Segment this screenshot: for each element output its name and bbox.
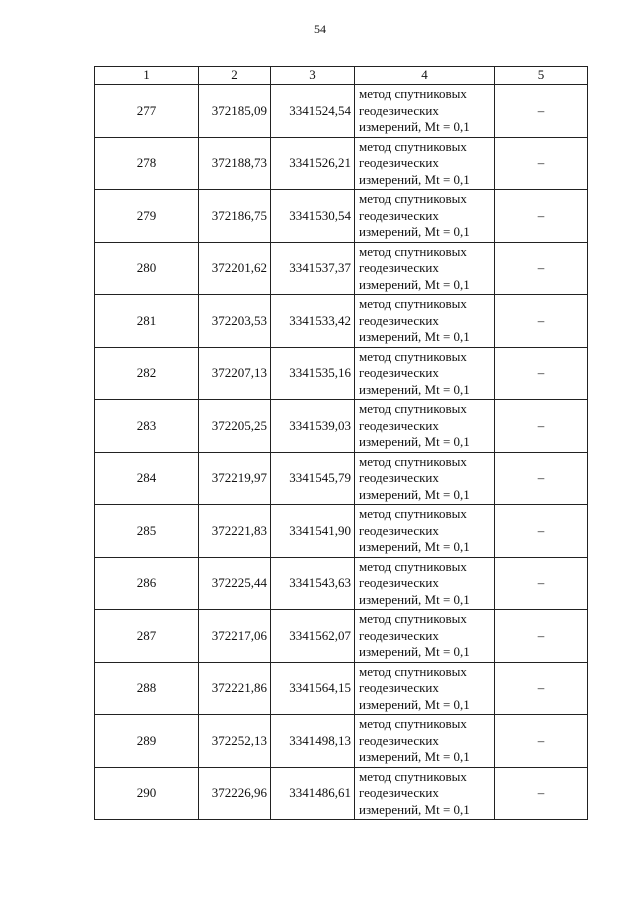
table-row xyxy=(95,505,588,558)
table-header-row xyxy=(95,67,588,85)
y-coordinate-cell: 3341539,03 xyxy=(271,400,355,453)
column-header-4: 4 xyxy=(355,67,495,85)
note-cell: – xyxy=(495,452,588,505)
method-line: метод спутниковых xyxy=(359,663,467,679)
method-line: измерений, Mt = 0,1 xyxy=(359,539,470,554)
method-cell xyxy=(355,85,495,138)
table-row xyxy=(95,137,588,190)
note-cell: – xyxy=(495,505,588,558)
method-line: измерений, Mt = 0,1 xyxy=(359,224,470,239)
table-row xyxy=(95,610,588,663)
y-coordinate-cell: 3341537,37 xyxy=(271,242,355,295)
column-header-3: 3 xyxy=(271,67,355,85)
method-cell xyxy=(355,242,495,295)
method-line: метод спутниковых xyxy=(359,138,467,154)
y-coordinate-cell: 3341564,15 xyxy=(271,662,355,715)
point-number-cell: 277 xyxy=(95,85,199,138)
table-row xyxy=(95,242,588,295)
method-cell xyxy=(355,347,495,400)
method-line: геодезических xyxy=(359,207,439,223)
method-line: измерений, Mt = 0,1 xyxy=(359,381,470,397)
note-cell: – xyxy=(495,662,588,715)
method-line: измерений, Mt = 0,1 xyxy=(359,591,470,607)
note-cell: – xyxy=(495,715,588,768)
page-number: 54 xyxy=(314,22,326,36)
method-line: геодезических xyxy=(359,155,439,170)
x-coordinate-cell: 372186,75 xyxy=(199,190,271,243)
note-cell: – xyxy=(495,137,588,190)
point-number-cell: 282 xyxy=(95,347,199,400)
method-cell xyxy=(355,452,495,505)
method-line: геодезических xyxy=(359,627,439,643)
method-line: метод спутниковых xyxy=(359,506,467,521)
method-cell xyxy=(355,505,495,558)
x-coordinate-cell: 372201,62 xyxy=(199,242,271,295)
method-cell xyxy=(355,400,495,453)
y-coordinate-cell: 3341535,16 xyxy=(271,347,355,400)
method-line: измерений, Mt = 0,1 xyxy=(359,696,470,712)
point-number-cell: 285 xyxy=(95,505,199,558)
y-coordinate-cell: 3341541,90 xyxy=(271,505,355,558)
method-line: измерений, Mt = 0,1 xyxy=(359,434,470,449)
method-cell xyxy=(355,295,495,348)
column-header-2: 2 xyxy=(199,67,271,85)
method-line: измерений, Mt = 0,1 xyxy=(359,276,470,292)
y-coordinate-cell: 3341533,42 xyxy=(271,295,355,348)
method-cell xyxy=(355,767,495,820)
method-line: измерений, Mt = 0,1 xyxy=(359,801,470,817)
note-cell: – xyxy=(495,295,588,348)
x-coordinate-cell: 372203,53 xyxy=(199,295,271,348)
method-line: геодезических xyxy=(359,522,439,538)
x-coordinate-cell: 372221,83 xyxy=(199,505,271,558)
method-line: метод спутниковых xyxy=(359,348,467,364)
method-line: геодезических xyxy=(359,312,439,328)
method-line: метод спутниковых xyxy=(359,243,467,259)
y-coordinate-cell: 3341526,21 xyxy=(271,137,355,190)
table-row xyxy=(95,85,588,138)
method-line: метод спутниковых xyxy=(359,558,467,574)
table-row xyxy=(95,347,588,400)
method-cell xyxy=(355,137,495,190)
method-line: геодезических xyxy=(359,575,439,590)
x-coordinate-cell: 372252,13 xyxy=(199,715,271,768)
y-coordinate-cell: 3341524,54 xyxy=(271,85,355,138)
table-row xyxy=(95,295,588,348)
method-line: геодезических xyxy=(359,260,439,275)
point-number-cell: 279 xyxy=(95,190,199,243)
point-number-cell: 280 xyxy=(95,242,199,295)
method-line: измерений, Mt = 0,1 xyxy=(359,486,470,502)
x-coordinate-cell: 372217,06 xyxy=(199,610,271,663)
x-coordinate-cell: 372188,73 xyxy=(199,137,271,190)
method-line: метод спутниковых xyxy=(359,453,467,469)
method-cell xyxy=(355,557,495,610)
method-cell xyxy=(355,715,495,768)
column-header-5: 5 xyxy=(495,67,588,85)
note-cell: – xyxy=(495,400,588,453)
method-line: измерений, Mt = 0,1 xyxy=(359,171,470,187)
method-line: геодезических xyxy=(359,417,439,433)
point-number-cell: 287 xyxy=(95,610,199,663)
point-number-cell: 286 xyxy=(95,557,199,610)
table-row xyxy=(95,557,588,610)
x-coordinate-cell: 372226,96 xyxy=(199,767,271,820)
x-coordinate-cell: 372205,25 xyxy=(199,400,271,453)
x-coordinate-cell: 372221,86 xyxy=(199,662,271,715)
y-coordinate-cell: 3341498,13 xyxy=(271,715,355,768)
x-coordinate-cell: 372219,97 xyxy=(199,452,271,505)
point-number-cell: 281 xyxy=(95,295,199,348)
method-line: метод спутниковых xyxy=(359,191,467,206)
table-row xyxy=(95,190,588,243)
note-cell: – xyxy=(495,85,588,138)
table-row xyxy=(95,662,588,715)
column-header-1: 1 xyxy=(95,67,199,85)
note-cell: – xyxy=(495,557,588,610)
note-cell: – xyxy=(495,610,588,663)
x-coordinate-cell: 372185,09 xyxy=(199,85,271,138)
y-coordinate-cell: 3341562,07 xyxy=(271,610,355,663)
x-coordinate-cell: 372207,13 xyxy=(199,347,271,400)
point-number-cell: 288 xyxy=(95,662,199,715)
y-coordinate-cell: 3341543,63 xyxy=(271,557,355,610)
method-line: метод спутниковых xyxy=(359,86,467,101)
note-cell: – xyxy=(495,347,588,400)
table-row xyxy=(95,767,588,820)
method-line: геодезических xyxy=(359,470,439,485)
note-cell: – xyxy=(495,767,588,820)
method-cell xyxy=(355,610,495,663)
table-row xyxy=(95,400,588,453)
method-line: метод спутниковых xyxy=(359,768,467,784)
table-body xyxy=(95,85,588,820)
method-line: метод спутниковых xyxy=(359,296,467,311)
point-number-cell: 278 xyxy=(95,137,199,190)
method-line: геодезических xyxy=(359,365,439,380)
method-line: метод спутниковых xyxy=(359,611,467,626)
method-line: геодезических xyxy=(359,732,439,748)
y-coordinate-cell: 3341530,54 xyxy=(271,190,355,243)
method-line: геодезических xyxy=(359,785,439,800)
method-line: метод спутниковых xyxy=(359,401,467,416)
method-line: метод спутниковых xyxy=(359,716,467,731)
method-line: измерений, Mt = 0,1 xyxy=(359,119,470,134)
y-coordinate-cell: 3341545,79 xyxy=(271,452,355,505)
method-line: измерений, Mt = 0,1 xyxy=(359,749,470,764)
method-line: измерений, Mt = 0,1 xyxy=(359,644,470,659)
method-line: геодезических xyxy=(359,102,439,118)
y-coordinate-cell: 3341486,61 xyxy=(271,767,355,820)
point-number-cell: 284 xyxy=(95,452,199,505)
note-cell: – xyxy=(495,242,588,295)
note-cell: – xyxy=(495,190,588,243)
table-row xyxy=(95,715,588,768)
method-line: геодезических xyxy=(359,680,439,695)
coordinates-table xyxy=(94,66,588,820)
point-number-cell: 289 xyxy=(95,715,199,768)
method-cell xyxy=(355,662,495,715)
x-coordinate-cell: 372225,44 xyxy=(199,557,271,610)
method-cell xyxy=(355,190,495,243)
method-line: измерений, Mt = 0,1 xyxy=(359,329,470,344)
point-number-cell: 290 xyxy=(95,767,199,820)
table-row xyxy=(95,452,588,505)
point-number-cell: 283 xyxy=(95,400,199,453)
